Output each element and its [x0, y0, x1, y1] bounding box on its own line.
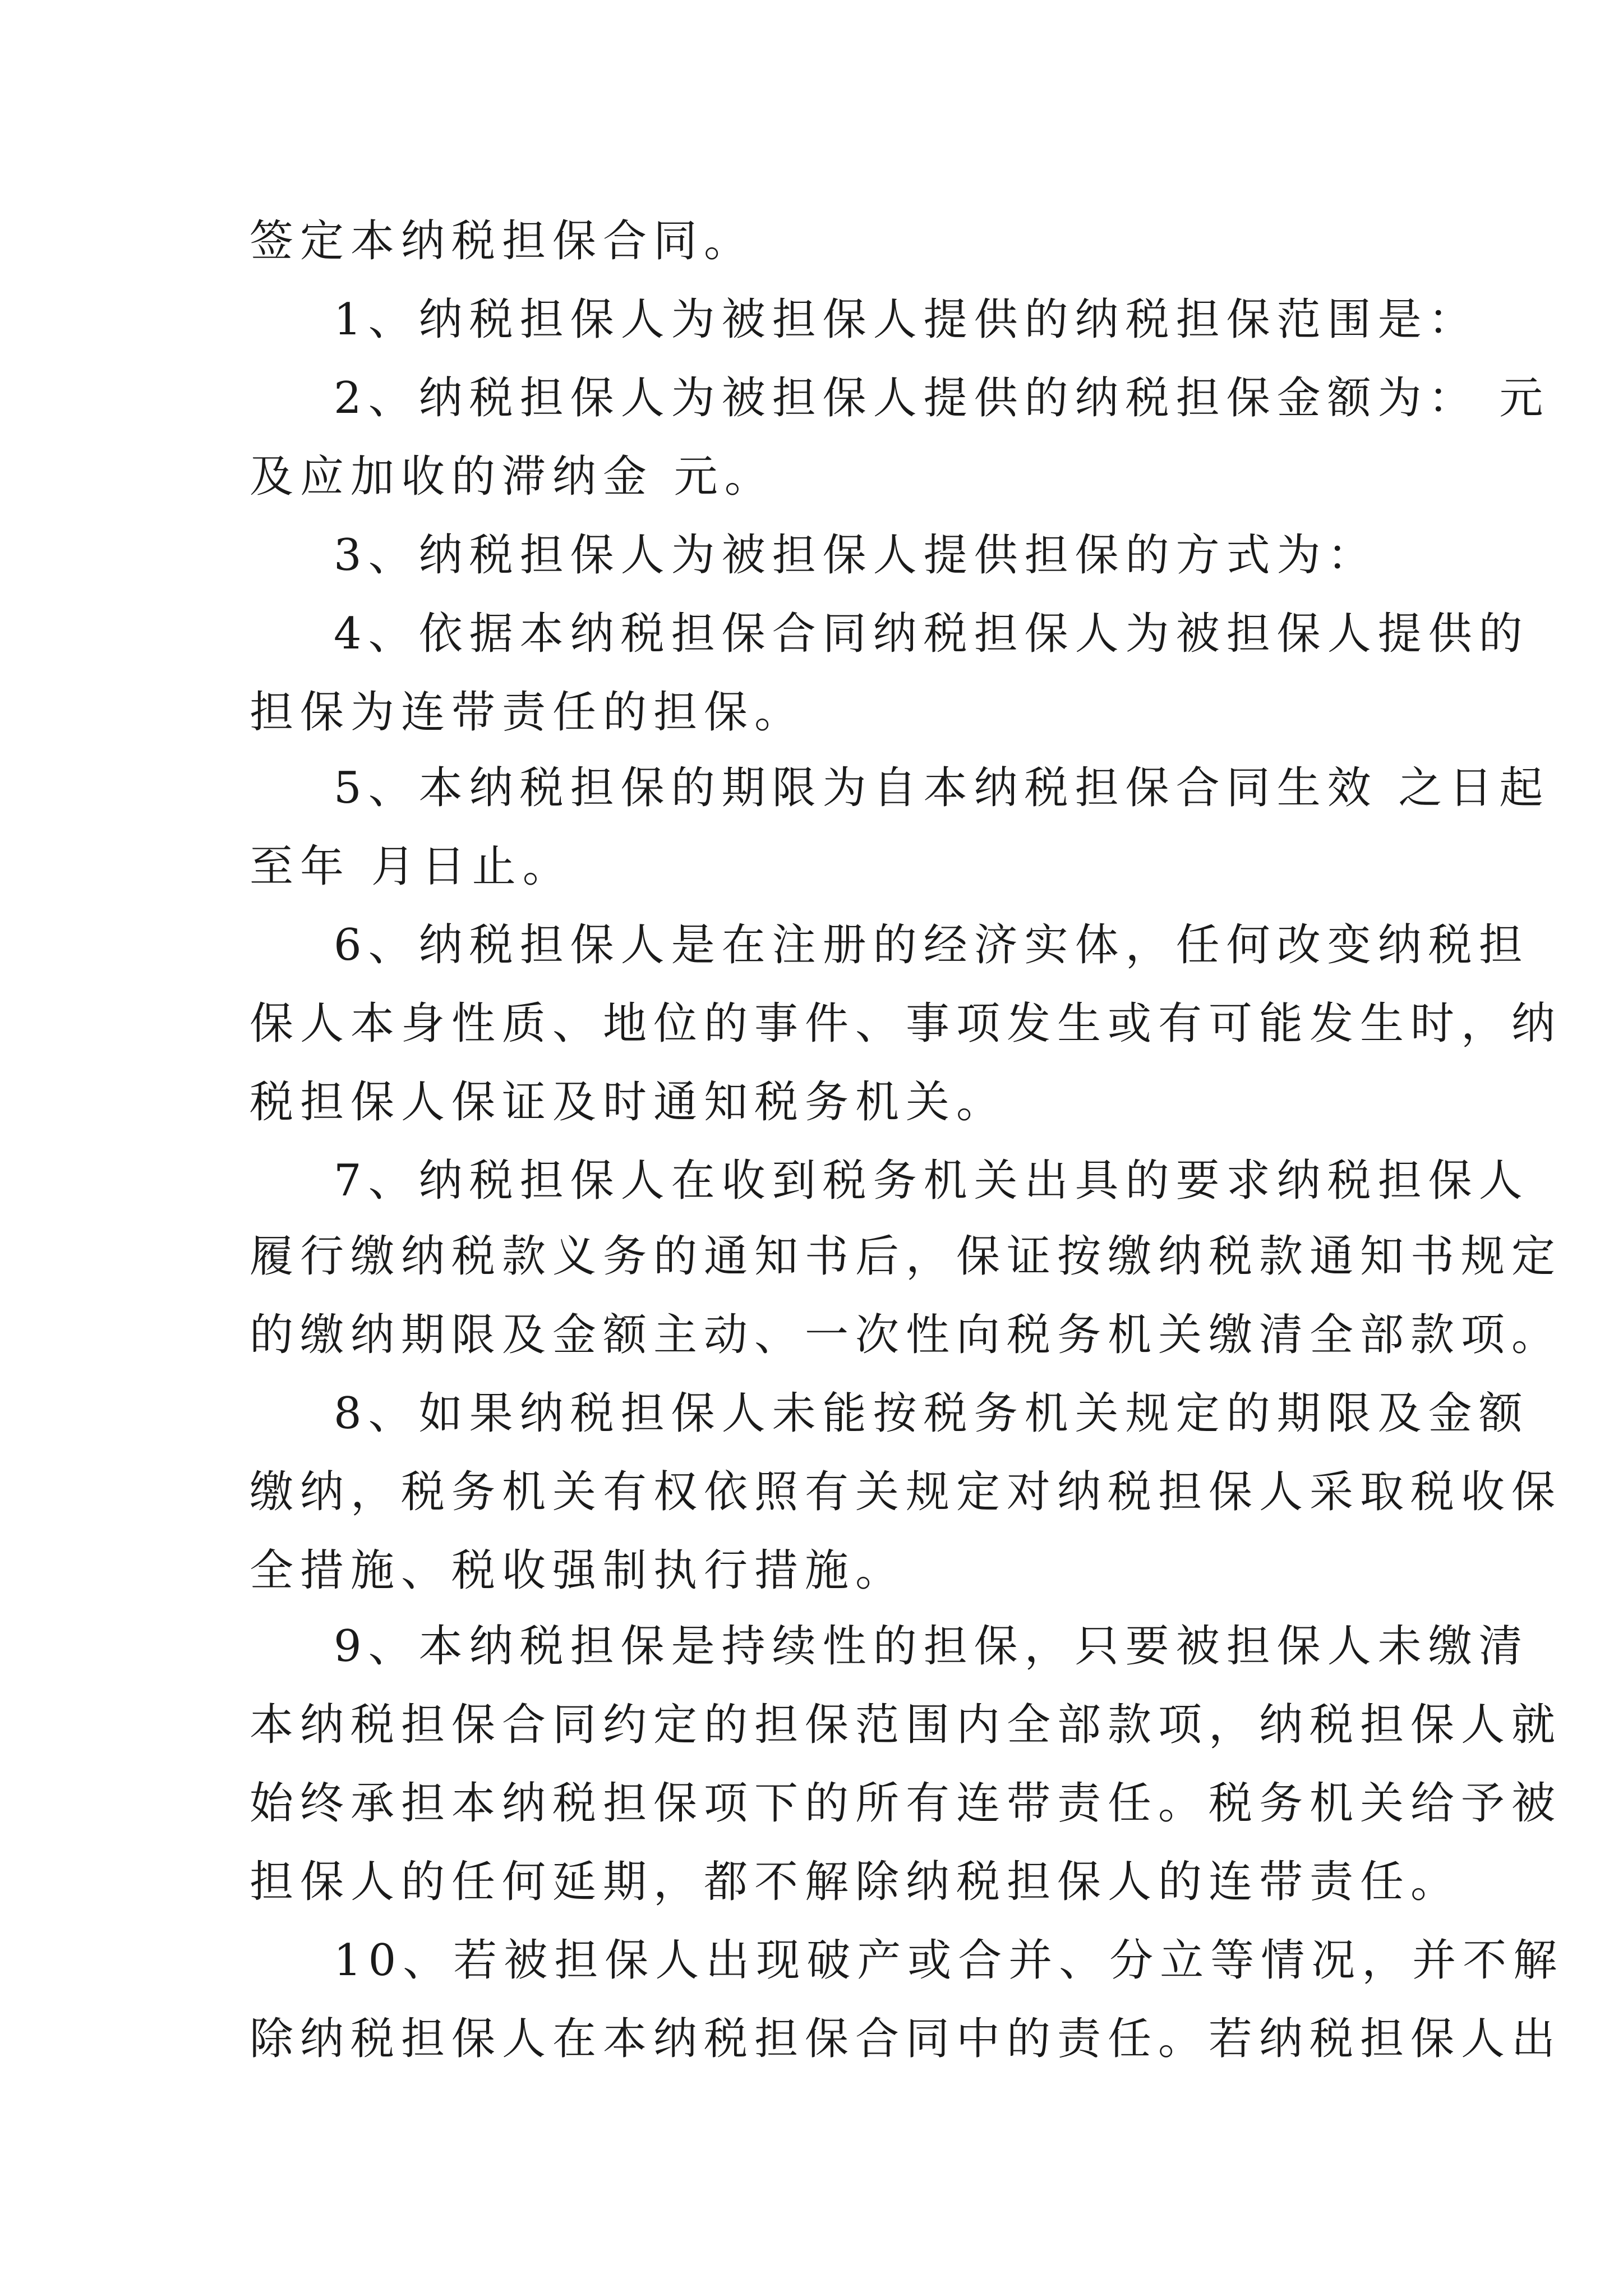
- text-line: 5、本纳税担保的期限为自本纳税担保合同生效 之日起: [334, 763, 1550, 813]
- text-line: 全措施、税收强制执行措施。: [250, 1545, 906, 1596]
- text-line: 除纳税担保人在本纳税担保合同中的责任。若纳税担保人出: [250, 2014, 1562, 2064]
- text-line: 6、纳税担保人是在注册的经济实体，任何改变纳税担: [334, 920, 1529, 970]
- text-line: 缴纳，税务机关有权依照有关规定对纳税担保人采取税收保: [250, 1467, 1562, 1517]
- text-line: 4、依据本纳税担保合同纳税担保人为被担保人提供的: [334, 609, 1529, 659]
- text-line: 及应加收的滞纳金 元。: [250, 452, 775, 502]
- text-line: 担保为连带责任的担保。: [250, 687, 805, 738]
- text-line: 10、若被担保人出现破产或合并、分立等情况，并不解: [334, 1935, 1564, 1986]
- text-line: 保人本身性质、地位的事件、事项发生或有可能发生时，纳: [250, 999, 1562, 1049]
- text-line: 本纳税担保合同约定的担保范围内全部款项，纳税担保人就: [250, 1700, 1562, 1750]
- text-line: 3、纳税担保人为被担保人提供担保的方式为：: [334, 530, 1378, 581]
- text-line: 税担保人保证及时通知税务机关。: [250, 1077, 1007, 1128]
- text-line: 始终承担本纳税担保项下的所有连带责任。税务机关给予被: [250, 1778, 1562, 1829]
- text-line: 9、本纳税担保是持续性的担保，只要被担保人未缴清: [334, 1621, 1529, 1672]
- text-line: 的缴纳期限及金额主动、一次性向税务机关缴清全部款项。: [250, 1310, 1562, 1360]
- text-line: 8、如果纳税担保人未能按税务机关规定的期限及金额: [334, 1388, 1529, 1439]
- text-line: 签定本纳税担保合同。: [250, 216, 755, 266]
- text-line: 7、纳税担保人在收到税务机关出具的要求纳税担保人: [334, 1156, 1529, 1206]
- text-line: 担保人的任何延期，都不解除纳税担保人的连带责任。: [250, 1857, 1461, 1907]
- text-line: 2、纳税担保人为被担保人提供的纳税担保金额为： 元: [334, 373, 1550, 424]
- text-line: 1、纳税担保人为被担保人提供的纳税担保范围是：: [334, 295, 1479, 345]
- text-line: 至年 月日止。: [250, 841, 573, 892]
- text-line: 履行缴纳税款义务的通知书后，保证按缴纳税款通知书规定: [250, 1231, 1562, 1282]
